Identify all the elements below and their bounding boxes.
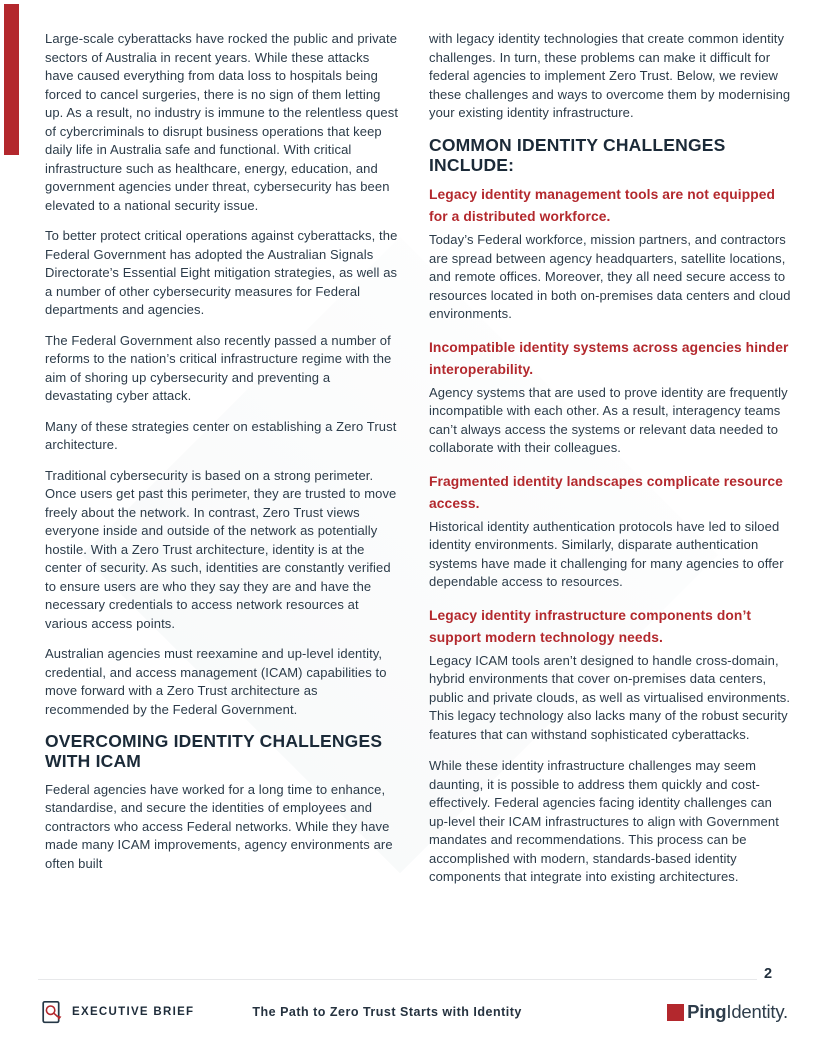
- logo-text-ping: Ping: [687, 1001, 727, 1022]
- paragraph: Large-scale cyberattacks have rocked the public and private sectors of Australia in recent years. While these attacks have caused everything from data loss to hospitals being forced to cancel surgeries, there is no sign of them letting up. As a result, no industry is immune to the relentless quest of cybercriminals to disrupt business operations that keep daily life in Australia safe and functional. With critical infrastructure such as healthcare, energy, education, and government agencies under threat, cybersecurity has been elevated to a national security issue.: [45, 31, 399, 213]
- brief-document-icon: [42, 1000, 63, 1025]
- section-heading-common-challenges: COMMON IDENTITY CHALLENGES INCLUDE:: [429, 134, 726, 175]
- challenge-title: Fragmented identity landscapes complicate resource access.: [429, 473, 783, 511]
- challenge-body: Historical identity authentication protocols have led to siloed identity environments. Similarly, disparate authentication systems have made it challenging for many agencies to offer dependable access to resources.: [429, 518, 784, 590]
- section-heading-overcoming-icam: OVERCOMING IDENTITY CHALLENGES WITH ICAM: [45, 731, 383, 772]
- paragraph: Australian agencies must reexamine and up-level identity, credential, and access management (ICAM) capabilities to move forward with a Zero Trust architecture as recommended by the Federal Government.: [45, 646, 387, 717]
- challenge-body: Today’s Federal workforce, mission partners, and contractors are spread between agency headquarters, satellite locations, and remote offices. Moreover, they all need secure access to resources located in both on-premises data centers and cloud environments.: [429, 232, 791, 322]
- footer-tagline: The Path to Zero Trust Starts with Identity: [252, 1005, 522, 1019]
- page-content: [45, 30, 791, 899]
- logo-text-identity: Identity.: [726, 1001, 788, 1022]
- brief-label-group: [42, 1000, 194, 1025]
- challenge-title: Legacy identity infrastructure components don’t support modern technology needs.: [429, 607, 752, 645]
- footer: [42, 997, 788, 1027]
- page-number: 2: [764, 966, 773, 982]
- paragraph: Traditional cybersecurity is based on a strong perimeter. Once users get past this perimeter, they are trusted to move freely about the network. In contrast, Zero Trust views everyone inside and outside of the network as potentially hostile. With a Zero Trust architecture, identity is at the center of security. As such, identities are constantly verified to ensure users are who they say they are and have the necessary credentials to access network resources at various access points.: [45, 467, 397, 631]
- challenge-body: Legacy ICAM tools aren’t designed to handle cross-domain, hybrid environments that cover on-premises data centers, public and private clouds, as well as virtualised environments. This legacy technology also lacks many of the robust security features that can withstand sophisticated cyberattacks.: [429, 652, 791, 742]
- brief-label: EXECUTIVE BRIEF: [72, 1006, 195, 1018]
- footer-divider: [38, 979, 757, 980]
- paragraph: with legacy identity technologies that create common identity challenges. In turn, these problems can make it difficult for federal agencies to implement Zero Trust. Below, we review these challenges and ways to overcome them by modernising your existing identity infrastructure.: [429, 31, 791, 120]
- challenge-title: Legacy identity management tools are not equipped for a distributed workforce.: [429, 187, 776, 225]
- red-accent-bar: [4, 4, 19, 155]
- paragraph: To better protect critical operations against cyberattacks, the Federal Government has adopted the Australian Signals Directorate’s Essential Eight mitigation strategies, as well as a number of other cybersecurity measures for Federal departments and agencies.: [45, 228, 398, 317]
- paragraph: Federal agencies have worked for a long time to enhance, standardise, and secure the identities of employees and contractors who access Federal networks. While they have made many ICAM improvements, agency environments are often built: [45, 781, 393, 871]
- right-column: [429, 30, 791, 899]
- paragraph: The Federal Government also recently passed a number of reforms to the nation’s critical infrastructure regime with the aim of shoring up cybersecurity and preventing a devastating cyber attack.: [45, 332, 392, 403]
- pingidentity-brand-mark-icon: [667, 1004, 684, 1021]
- challenge-body: Agency systems that are used to prove identity are frequently incompatible with each other. As a result, interagency teams can’t always access the systems or relevant data needed to collaborate with their colleagues.: [429, 384, 788, 456]
- left-column: [45, 30, 401, 899]
- paragraph: While these identity infrastructure challenges may seem daunting, it is possible to address them quickly and cost-effectively. Federal agencies facing identity challenges can up-level their ICAM infrastructures to align with Government mandates and recommendations. This process can be accomplished with modern, standards-based identity components that integrate into existing architectures.: [429, 758, 779, 885]
- paragraph: Many of these strategies center on establishing a Zero Trust architecture.: [45, 418, 397, 452]
- challenge-title: Incompatible identity systems across agencies hinder interoperability.: [429, 339, 789, 377]
- pingidentity-logo: [667, 1001, 788, 1023]
